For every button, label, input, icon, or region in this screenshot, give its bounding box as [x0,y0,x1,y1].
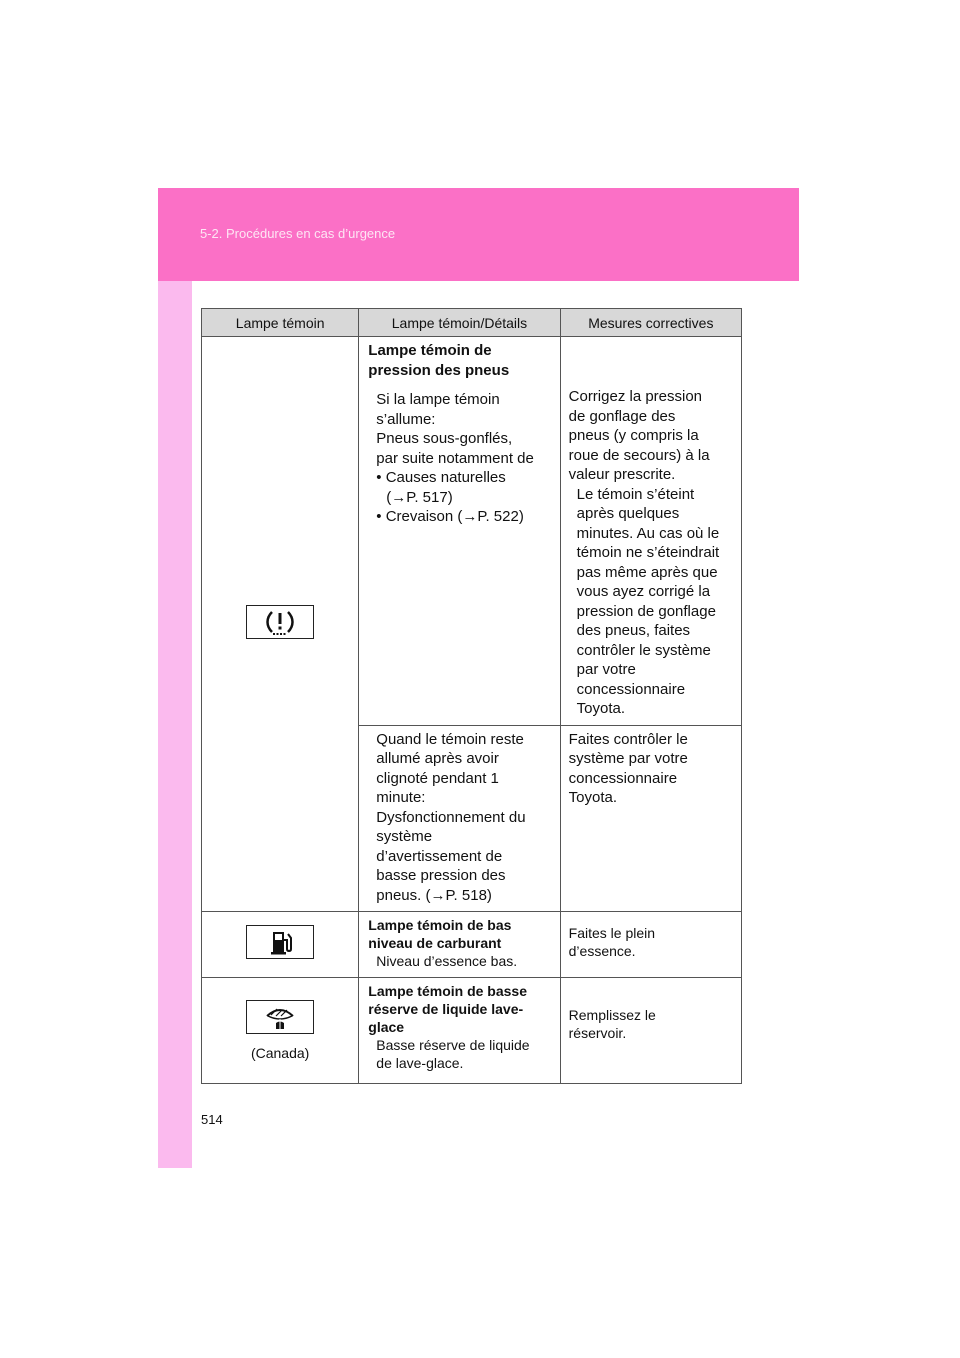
page-number: 514 [201,1112,223,1127]
text-line: réservoir. [568,1025,627,1041]
text-line: Lampe témoin de bas [368,917,512,933]
column-header: Mesures correctives [560,309,741,337]
text-line: Remplissez le [568,1007,656,1023]
text-line: Toyota. [568,789,618,806]
text-line: Faites le plein [568,925,656,941]
tire-pressure-warning-icon [246,605,314,639]
text-line: pneus (y compris la [568,427,699,444]
tire-icon-cell [202,337,359,912]
text-line: concessionnaire [576,680,686,698]
text-line: concessionnaire [568,769,678,787]
text-line: • Crevaison (→P. 522) [376,508,524,525]
text-line: Corrigez la pression [568,388,703,405]
fuel-icon-cell [202,912,359,978]
text-line: Basse réserve de liquide [376,1037,530,1053]
text-line: pas même après que [576,563,718,581]
washer-icon-cell [202,978,359,1084]
text-line: Si la lampe témoin [376,391,500,408]
tire-detail-2-cell [359,725,560,912]
tire-title [368,341,553,380]
tire-title-line: Lampe témoin de [368,342,492,359]
tire-action-note [569,485,737,719]
tire-action-2 [569,730,737,808]
fuel-detail: Niveau d’essence bas. [376,953,518,969]
fuel-action-cell [560,912,741,978]
page-reference: (→P. 517) [386,488,453,506]
text-line: de gonflage des [568,407,676,425]
side-band [158,281,192,1168]
fuel-pump-icon [246,925,314,959]
text-line: témoin ne s’éteindrait [576,544,720,561]
text-line: réserve de liquide lave- [368,1001,524,1017]
text-line: niveau de carburant [368,935,502,951]
warning-lights-table [201,308,742,1084]
tire-title-line: pression des pneus [368,361,510,379]
text-line: d’essence. [568,943,636,959]
canada-caption: (Canada) [250,1045,310,1061]
fuel-title [368,916,553,952]
section-title: 5-2. Procédures en cas d’urgence [200,226,396,241]
text-line: pression de gonflage [576,602,716,620]
washer-detail [368,1036,553,1072]
text-line: Dysfonctionnement du [376,808,526,826]
text-line: des pneus, faites [576,622,691,639]
text-line: système par votre [568,750,688,767]
fuel-detail-cell [359,912,560,978]
text-line: Faites contrôler le [568,730,688,748]
text-line: système [376,828,433,845]
text-line: vous ayez corrigé la [576,583,711,600]
text-line: d’avertissement de [376,847,503,865]
table-row [202,912,742,978]
text-line: Le témoin s’éteint [576,485,695,503]
text-line: allumé après avoir [376,750,499,767]
text-line: valeur prescrite. [568,466,676,483]
text-line: glace [368,1019,405,1035]
fuel-action [569,924,737,960]
column-header: Lampe témoin/Détails [359,309,560,337]
tire-action-cell [560,337,741,726]
column-header: Lampe témoin [202,309,359,337]
washer-action-cell [560,978,741,1084]
washer-title [368,982,553,1036]
text-line: de lave-glace. [376,1055,464,1071]
table-header-row [202,309,742,337]
tire-action-1 [569,387,737,485]
text-line: par suite notamment de [376,449,534,467]
text-line: Pneus sous-gonflés, [376,430,513,447]
text-line: minute: [376,789,426,806]
text-line: Quand le témoin reste [376,730,524,748]
text-line: • Causes naturelles [376,469,506,486]
text-line: s’allume: [376,410,436,428]
table-row [202,337,742,726]
tire-detail-2 [368,730,553,906]
washer-fluid-icon [246,1000,314,1034]
text-line: contrôler le système [576,641,711,659]
washer-detail-cell [359,978,560,1084]
text-line: minutes. Au cas où le [576,524,720,542]
tire-detail-1 [368,390,553,527]
text-line: roue de secours) à la [568,446,710,464]
text-line: clignoté pendant 1 [376,769,499,787]
washer-action [569,1006,737,1042]
text-line: par votre [576,661,636,678]
tire-action-2-cell [560,725,741,912]
table-row [202,978,742,1084]
text-line: pneus. (→P. 518) [376,886,492,904]
tire-detail-cell [359,337,560,726]
text-line: après quelques [576,505,680,522]
text-line: Lampe témoin de basse [368,983,527,999]
text-line: Toyota. [576,700,626,717]
text-line: basse pression des [376,867,506,884]
